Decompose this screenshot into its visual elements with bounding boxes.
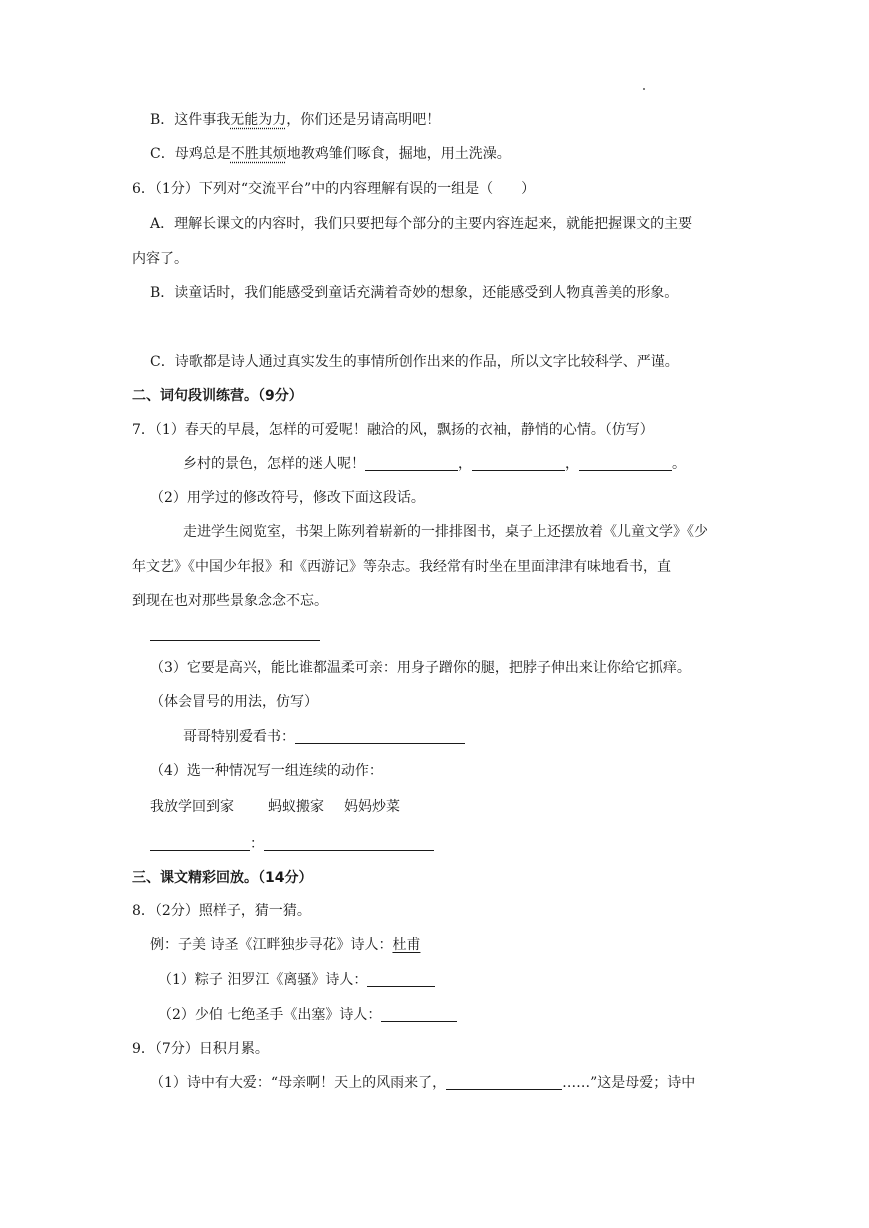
q7-comma2: ， bbox=[565, 456, 579, 472]
q5-option-c bbox=[150, 144, 511, 164]
q5-c-post: 地教鸡雏们啄食，掘地，用土洗澡。 bbox=[286, 146, 511, 162]
q5-b-post: ，你们还是另请高明吧！ bbox=[286, 112, 441, 128]
q5-b-pre: B．这件事我 bbox=[150, 112, 231, 128]
q8-part2 bbox=[158, 1005, 457, 1025]
q5-b-word: 无能为力 bbox=[230, 112, 287, 128]
q7-option-home: 我放学回到家 bbox=[150, 799, 234, 815]
q7-period: 。 bbox=[672, 456, 686, 472]
q9-part1-pre: （1）诗中有大爱：“母亲啊！天上的风雨来了， bbox=[150, 1075, 447, 1091]
q5-option-b bbox=[150, 110, 440, 130]
q7-part1-prompt: 乡村的景色，怎样的迷人呢！ bbox=[183, 456, 365, 472]
q8-part2-text: （2）少伯 七绝圣手《出塞》诗人： bbox=[158, 1007, 382, 1023]
q7-part4-stem: （4）选一种情况写一组连续的动作： bbox=[150, 763, 383, 779]
q8-part1-text: （1）粽子 汨罗江《离骚》诗人： bbox=[158, 972, 368, 988]
q6-stem: 6．（1分）下列对“交流平台”中的内容理解有误的一组是（ ） bbox=[132, 181, 536, 197]
q7-part3-line1: （3）它要是高兴，能比谁都温柔可亲：用身子蹭你的腿，把脖子伸出来让你给它抓痒。 bbox=[150, 660, 691, 676]
q8-example-answer: 杜甫 bbox=[392, 937, 421, 953]
q7-option-ants: 蚂蚁搬家 bbox=[268, 799, 324, 815]
section3-title: 三、课文精彩回放。（14分） bbox=[132, 870, 313, 886]
q9-part1 bbox=[150, 1073, 695, 1093]
q8-part1-blank[interactable] bbox=[367, 972, 435, 987]
q7-part2-line1: 走进学生阅览室，书架上陈列着崭新的一排排图书，桌子上还摆放着《儿童文学》《少 bbox=[183, 524, 708, 540]
q7-part3-blank[interactable] bbox=[295, 729, 465, 744]
q5-c-word: 不胜其烦 bbox=[230, 146, 287, 162]
q7-part2-answer-line[interactable] bbox=[150, 640, 320, 641]
q7-part1-blank1[interactable] bbox=[365, 456, 458, 471]
q7-part4-blank2[interactable] bbox=[264, 836, 434, 851]
q7-option-cooking: 妈妈炒菜 bbox=[344, 799, 400, 815]
section2-title: 二、词句段训练营。（9分） bbox=[132, 388, 303, 404]
q9-part1-post: ……”这是母爱；诗中 bbox=[562, 1075, 696, 1091]
q7-part2-stem: （2）用学过的修改符号，修改下面这段话。 bbox=[150, 490, 425, 506]
q5-c-pre: C．母鸡总是 bbox=[150, 146, 231, 162]
q7-part1-blank3[interactable] bbox=[579, 456, 672, 471]
q6-option-a-line1: A．理解长课文的内容时，我们只要把每个部分的主要内容连起来，就能把握课文的主要 bbox=[150, 216, 693, 232]
q8-part1 bbox=[158, 970, 435, 990]
q7-part4-blank1[interactable] bbox=[150, 836, 250, 851]
q7-part3-answer-line bbox=[183, 727, 465, 747]
q7-part4-answer-line bbox=[150, 834, 434, 854]
q9-part1-blank[interactable] bbox=[446, 1075, 562, 1090]
q7-part1-blank2[interactable] bbox=[472, 456, 565, 471]
q7-part1-stem: 7．（1）春天的早晨，怎样的可爱呢！融洽的风，飘扬的衣袖，静悄的心情。（仿写） bbox=[132, 422, 654, 438]
q7-part1-answer-line bbox=[183, 454, 686, 474]
scan-dot bbox=[643, 88, 645, 90]
q9-stem: 9．（7分）日积月累。 bbox=[132, 1041, 269, 1057]
q8-stem: 8．（2分）照样子，猜一猜。 bbox=[132, 903, 311, 919]
q7-part2-line3: 到现在也对那些景象念念不忘。 bbox=[132, 593, 328, 609]
q7-colon: ： bbox=[250, 836, 264, 852]
q7-part3-prompt: 哥哥特别爱看书： bbox=[183, 729, 295, 745]
q8-part2-blank[interactable] bbox=[381, 1007, 457, 1022]
q6-option-c: C．诗歌都是诗人通过真实发生的事情所创作出来的作品，所以文字比较科学、严谨。 bbox=[150, 354, 679, 370]
q8-example-text: 例：子美 诗圣《江畔独步寻花》诗人： bbox=[150, 937, 393, 953]
q6-option-b: B．读童话时，我们能感受到童话充满着奇妙的想象，还能感受到人物真善美的形象。 bbox=[150, 285, 679, 301]
q7-part2-line2: 年文艺》《中国少年报》和《西游记》等杂志。我经常有时坐在里面津津有味地看书，直 bbox=[132, 559, 671, 575]
q7-comma1: ， bbox=[458, 456, 472, 472]
q8-example bbox=[150, 935, 420, 955]
q7-part4-options bbox=[150, 797, 400, 817]
q7-part3-line2: （体会冒号的用法，仿写） bbox=[150, 694, 318, 710]
q6-option-a-line2: 内容了。 bbox=[132, 251, 188, 267]
